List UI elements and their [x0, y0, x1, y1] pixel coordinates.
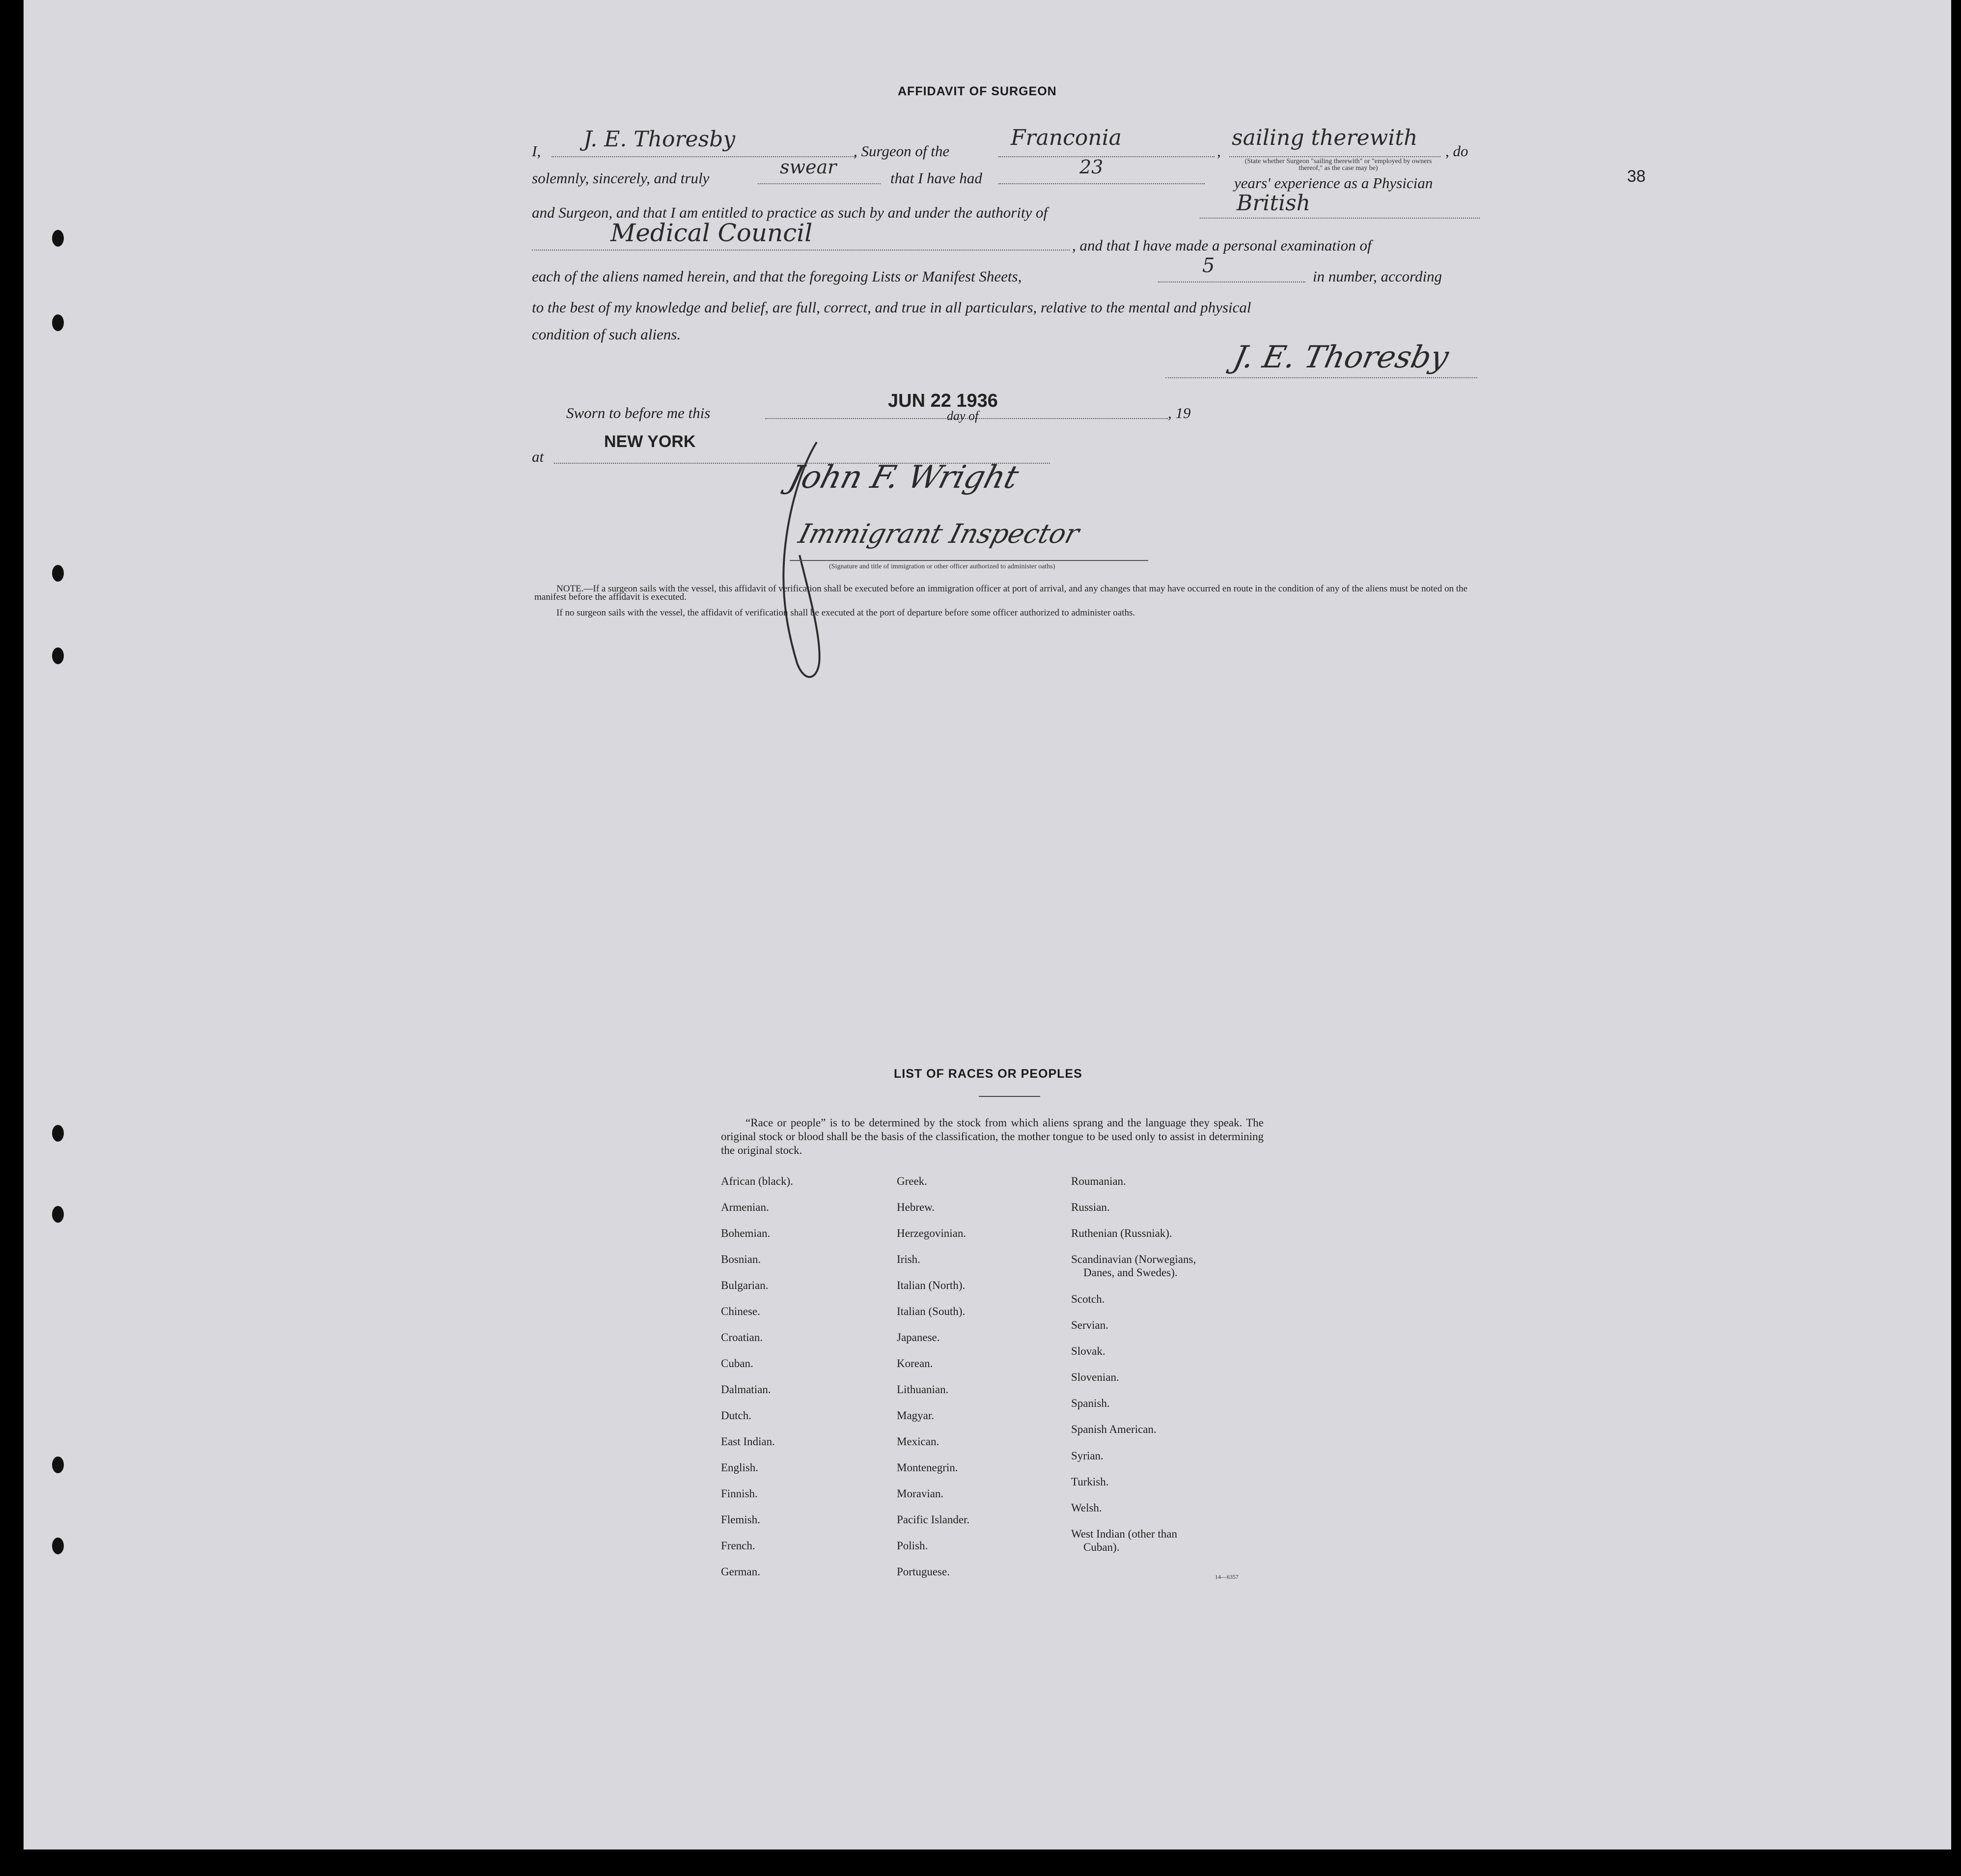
race-item: Cuban.	[721, 1357, 753, 1370]
punch-hole	[52, 647, 64, 664]
do-label: , do	[1445, 142, 1468, 160]
form-number: 14—6357	[1215, 1573, 1239, 1580]
race-item: Syrian.	[1071, 1450, 1104, 1462]
years-rule	[998, 183, 1205, 184]
officer-title: Immigrant Inspector	[795, 518, 1083, 549]
race-item: Magyar.	[897, 1409, 935, 1422]
years-value: 23	[1079, 156, 1104, 178]
sailing-rule	[1229, 156, 1440, 157]
each-label: each of the aliens named herein, and that the foregoing Lists or Manifest Sheets,	[532, 268, 1022, 285]
race-item: Portuguese.	[897, 1566, 950, 1578]
race-item: Cuban).	[1083, 1541, 1120, 1553]
surgeon-of-label: , Surgeon of the	[854, 142, 950, 160]
officer-rule	[790, 560, 1148, 561]
race-item: Slovak.	[1071, 1345, 1105, 1357]
race-item: Pacific Islander.	[897, 1513, 970, 1526]
race-item: West Indian (other than	[1071, 1528, 1177, 1540]
comma: ,	[1217, 142, 1221, 160]
race-item: Bulgarian.	[721, 1279, 769, 1291]
race-item: Spanish.	[1071, 1397, 1110, 1409]
race-item: Flemish.	[721, 1513, 760, 1526]
race-item: Italian (South).	[897, 1305, 966, 1317]
belief-label: to the best of my knowledge and belief, are full, correct, and true in all particulars, relative to the mental and physical	[532, 299, 1251, 316]
race-item: Bosnian.	[721, 1253, 761, 1265]
race-item: Turkish.	[1071, 1476, 1109, 1488]
race-item: Japanese.	[897, 1331, 940, 1344]
sheets-rule	[1158, 281, 1305, 282]
race-item: Korean.	[897, 1357, 933, 1370]
authority-rule-2	[532, 250, 1070, 251]
punch-hole	[52, 230, 64, 247]
race-item: Ruthenian (Russniak).	[1071, 1227, 1172, 1239]
race-item: Scotch.	[1071, 1293, 1105, 1305]
race-item: Dalmatian.	[721, 1383, 771, 1396]
race-item: Danes, and Swedes).	[1083, 1266, 1178, 1279]
sworn-label: Sworn to before me this	[566, 404, 711, 421]
oath-word: swear	[780, 156, 837, 178]
race-item: English.	[721, 1461, 759, 1474]
race-item: Armenian.	[721, 1201, 769, 1213]
punch-hole	[52, 565, 64, 582]
authority-2: Medical Council	[610, 219, 813, 247]
day-of-label: day of	[947, 409, 979, 423]
race-item: Welsh.	[1071, 1502, 1102, 1514]
note-surgeon: NOTE.—If a surgeon sails with the vessel, this affidavit of verification shall be executed before an immigration officer at port of arrival, and any changes that may have occurred en route in the condition of any of the aliens must be noted on the manifest before the affidavit is executed.	[534, 584, 1468, 602]
race-item: French.	[721, 1540, 755, 1552]
race-item: Mexican.	[897, 1435, 939, 1448]
surgeon-signature: J. E. Thoresby	[1230, 339, 1452, 375]
punch-hole	[52, 1206, 64, 1223]
experience-label: years' experience as a Physician	[1234, 174, 1433, 192]
at-label: at	[532, 448, 544, 465]
signature-rule	[1165, 377, 1477, 378]
sheets-value: 5	[1202, 254, 1215, 277]
races-title: LIST OF RACES OR PEOPLES	[894, 1067, 1082, 1081]
races-title-rule	[979, 1096, 1040, 1097]
officer-signature: John F. Wright	[785, 459, 1022, 496]
race-item: Servian.	[1071, 1319, 1109, 1331]
race-item: Italian (North).	[897, 1279, 966, 1291]
race-item: Polish.	[897, 1540, 928, 1552]
officer-caption: (Signature and title of immigration or other officer authorized to administer oaths)	[829, 563, 1055, 570]
race-item: Roumanian.	[1071, 1175, 1126, 1187]
note-no-surgeon: If no surgeon sails with the vessel, the affidavit of verification shall be executed at the port of departure before some officer authorized to administer oaths.	[556, 608, 1135, 618]
race-item: East Indian.	[721, 1435, 775, 1448]
race-item: Hebrew.	[897, 1201, 935, 1213]
race-item: African (black).	[721, 1175, 793, 1187]
race-item: Lithuanian.	[897, 1383, 949, 1396]
punch-hole	[52, 1538, 64, 1554]
date-stamp: JUN 22 1936	[888, 391, 998, 411]
vessel-name: Franconia	[1011, 125, 1122, 150]
state-note: (State whether Surgeon "sailing therewith" or "employed by owners thereof," as the case may be)	[1244, 158, 1432, 172]
i-prefix: I,	[532, 142, 541, 160]
number-label: in number, according	[1313, 268, 1442, 285]
authority-1: British	[1237, 191, 1311, 216]
years-label: that I have had	[890, 169, 982, 187]
examination-label: , and that I have made a personal examination of	[1072, 237, 1372, 254]
sailing-status: sailing therewith	[1232, 125, 1418, 150]
race-item: Spanish American.	[1071, 1423, 1157, 1435]
race-item: Bohemian.	[721, 1227, 771, 1239]
punch-hole	[52, 1456, 64, 1473]
page-number: 38	[1627, 167, 1646, 186]
authority-rule-1	[1200, 218, 1480, 219]
punch-hole	[52, 314, 64, 331]
race-item: Greek.	[897, 1175, 927, 1187]
place-stamp: NEW YORK	[604, 432, 696, 451]
manifest-sheet	[24, 0, 1951, 1849]
solemnly-label: solemnly, sincerely, and truly	[532, 169, 710, 187]
punch-hole	[52, 1125, 64, 1142]
race-item: Scandinavian (Norwegians,	[1071, 1253, 1196, 1265]
races-intro: “Race or people” is to be determined by the stock from which aliens sprang and the language they speak. The original stock or blood shall be the basis of the classification, the mother tongue to be used only to assist in determining the original stock.	[721, 1117, 1264, 1156]
race-item: Croatian.	[721, 1331, 763, 1344]
race-item: Chinese.	[721, 1305, 760, 1317]
race-item: Slovenian.	[1071, 1371, 1119, 1383]
condition-label: condition of such aliens.	[532, 326, 681, 343]
vessel-rule	[998, 156, 1215, 157]
race-item: Moravian.	[897, 1487, 944, 1500]
race-item: Irish.	[897, 1253, 920, 1265]
authority-label: and Surgeon, and that I am entitled to practice as such by and under the authority of	[532, 204, 1048, 221]
race-item: Finnish.	[721, 1487, 758, 1500]
race-item: Montenegrin.	[897, 1461, 958, 1474]
year-prefix: , 19	[1168, 404, 1191, 421]
race-item: Dutch.	[721, 1409, 751, 1422]
race-item: Herzegovinian.	[897, 1227, 967, 1239]
oath-rule	[758, 183, 881, 184]
surgeon-name: J. E. Thoresby	[583, 127, 736, 152]
affidavit-title: AFFIDAVIT OF SURGEON	[898, 84, 1057, 98]
race-item: German.	[721, 1566, 760, 1578]
race-item: Russian.	[1071, 1201, 1110, 1213]
